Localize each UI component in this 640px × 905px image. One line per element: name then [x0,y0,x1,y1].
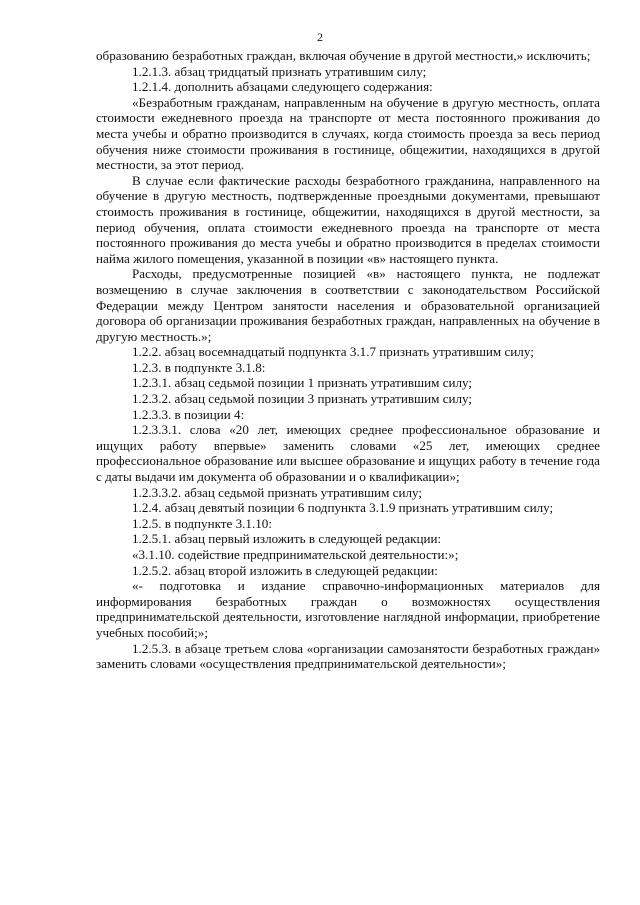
paragraph: 1.2.3.1. абзац седьмой позиции 1 признать утратившим силу; [132,375,473,391]
paragraph: 1.2.5.2. абзац второй изложить в следующей редакции: [132,562,438,578]
page-number: 2 [317,30,323,44]
paragraph: Расходы, предусмотренные позицией «в» настоящего пункта, не подлежат возмещению в случае заключения в соответствии с законодательством Российской Федерации между Центром занятости населения и образовательной организацией договора об организации проживания безработных граждан, направленных на обучение в другую местность.»; [96,266,600,344]
paragraph: 1.2.4. абзац девятый позиции 6 подпункта 3.1.9 признать утратившим силу; [132,500,554,516]
paragraph: 1.2.3.3.1. слова «20 лет, имеющих среднее профессиональное образование и ищущих работу впервые» заменить словами «25 лет, имеющих среднее профессиональное образование или высшее образование и ищущих работу в течение года с даты выдачи им документа об образовании и о квалификации»; [96,422,600,485]
paragraph: «Безработным гражданам, направленным на обучение в другую местность, оплата стоимости ежедневного проезда на транспорте от места постоянного проживания до места учебы и обратно производится в случаях, когда стоимость проезда за весь период обучения ниже стоимости проживания в гостинице, общежитии, находящихся в другой местности, за этот период. [96,94,600,173]
paragraph: 1.2.3.2. абзац седьмой позиции 3 признать утратившим силу; [132,391,473,407]
paragraph: 1.2.5. в подпункте 3.1.10: [132,515,272,531]
document-body [96,48,600,672]
paragraph: 1.2.1.3. абзац тридцатый признать утратившим силу; [132,63,427,79]
paragraph: 1.2.1.4. дополнить абзацами следующего содержания: [132,79,433,95]
paragraph: 1.2.2. абзац восемнадцатый подпункта 3.1.7 признать утратившим силу; [132,344,534,360]
paragraph: «- подготовка и издание справочно-информационных материалов для информирования безработных граждан о возможностях осуществления предпринимательской деятельности, изготовление наглядной информации, приобретение учебных пособий;»; [96,578,600,640]
paragraph: 1.2.5.1. абзац первый изложить в следующей редакции: [132,531,442,547]
paragraph: «3.1.10. содействие предпринимательской деятельности:»; [132,547,459,562]
paragraph: 1.2.3.3.2. абзац седьмой признать утратившим силу; [132,484,423,500]
paragraph: 1.2.3. в подпункте 3.1.8: [132,359,266,375]
paragraph: 1.2.3.3. в позиции 4: [132,406,245,422]
paragraph: 1.2.5.3. в абзаце третьем слова «организации самозанятости безработных граждан» заменить словами «осуществления предпринимательской деятельности»; [96,640,600,672]
paragraph: В случае если фактические расходы безработного гражданина, направленного на обучение в другую местность, подтвержденные проездными документами, превышают стоимость проживания в гостинице, общежитии, находящихся в другой местности, за период обучения, оплата стоимости ежедневного проезда на транспорте от места постоянного проживания до места учебы и обратно производится в пределах стоимости найма жилого помещения, указанной в позиции «в» настоящего пункта. [96,172,600,266]
paragraph: образованию безработных граждан, включая обучение в другой местности,» исключить; [96,48,591,63]
